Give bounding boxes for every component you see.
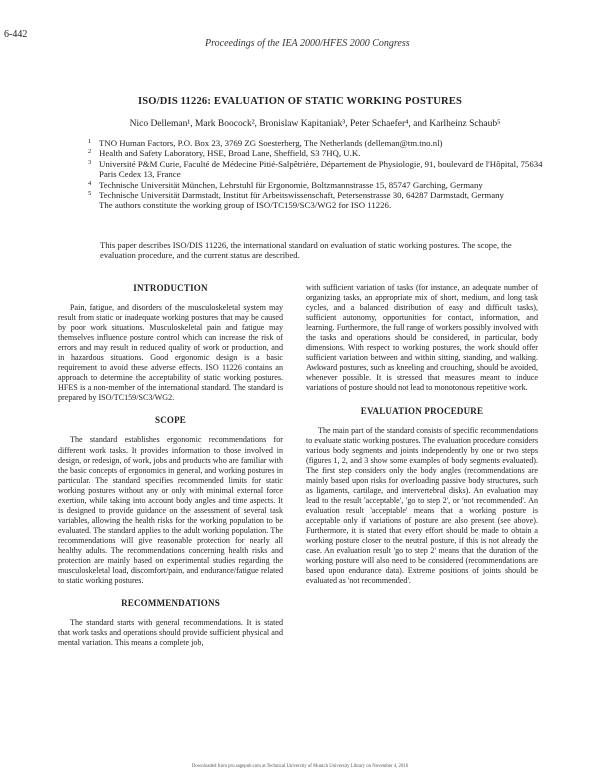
affiliation-item: 3 Université P&M Curie, Faculté de Médecine Pitié-Salpêtrière, Département de Physiologie, 91, boulevard de l'Hôpital, 75634 Paris Cedex 13, France — [88, 158, 543, 180]
abstract: This paper describes ISO/DIS 11226, the international standard on evaluation of static working postures. The scope, the evaluation procedure, and the current status are described. — [100, 240, 512, 261]
evaluation-text: The main part of the standard consists of specific recommendations to evaluate static working postures. The evaluation procedure considers various body segments and joints independently by one or two steps (figures 1, 2, and 3 show some examples of body segments evaluated). The first step considers only the body angles (recommendations are mainly based upon risks for overloading passive body structures, such as ligaments, cartilage, and intervertebral disks). An evaluation may lead to the result 'acceptable', 'go to step 2', or 'not recommended'. An evaluation result 'acceptable' means that a working posture is acceptable only if variations of posture are also present (see above). Furthermore, it is stated that every effort should be made to obtain a working posture closer to the neutral posture, if this is not already the case. An evaluation result 'go to step 2' means that the duration of the working posture will also need to be considered (recommendations are based upon endurance data). Extreme positions of joints should be evaluated as 'not recommended'. — [306, 425, 538, 586]
recommendations-heading: RECOMMENDATIONS — [121, 598, 220, 609]
right-column — [306, 283, 538, 586]
author-list: Nico Delleman¹, Mark Boocock², Bronislaw Kapitaniak³, Peter Schaefer⁴, and Karlheinz Schaub⁵ — [129, 119, 501, 129]
affiliation-note: The authors constitute the working group of ISO/TC159/SC3/WG2 for ISO 11226. — [99, 200, 392, 211]
introduction-text: Pain, fatigue, and disorders of the musculoskeletal system may result from static or inadequate working postures that may be caused by poor work situations. Musculoskeletal pain and fatigue may themselves influence posture control which can increase the risk of errors and may result in reduced quality of work or production, and in hazardous situations. Good ergonomic design is a basic requirement to avoid these adverse effects. ISO 11226 contains an approach to determine the acceptability of static working postures. HFES is a non-member of the international standard. The standard is prepared by ISO/TC159/SC3/WG2. — [58, 303, 283, 403]
affiliation-item: 1 TNO Human Factors, P.O. Box 23, 3769 ZG Soesterberg, The Netherlands (delleman@tm.tno.nl) — [88, 138, 443, 148]
introduction-heading: INTRODUCTION — [133, 283, 208, 293]
scope-heading: SCOPE — [154, 415, 186, 426]
page-number: 6-442 — [4, 29, 28, 40]
recommendations-text: The standard starts with general recommendations. It is stated that work tasks and operations should provide sufficient physical and mental variation. This means a complete job, — [58, 618, 283, 648]
proceedings-header: Proceedings of the IEA 2000/HFES 2000 Congress — [205, 38, 410, 49]
evaluation-heading: EVALUATION PROCEDURE — [360, 405, 484, 416]
download-footer: Downloaded from pro.sagepub.com at Technical University of Munich University Library on November 4, 2016 — [191, 764, 409, 769]
left-column — [58, 283, 283, 648]
affiliations — [88, 138, 548, 211]
scope-text: The standard establishes ergonomic recommendations for different work tasks. It provides information to those involved in design, or redesign, of work, jobs and products who are familiar with the basic concepts of ergonomics in general, and working postures in particular. The standard specifies recommended limits for static working postures without any or only with minimal external force exertion, while taking into account body angles and time aspects. It is designed to provide guidance on the assessment of several task variables, allowing the health risks for the working population to be evaluated. The standard applies to the adult working population. The recommendations will give reasonable protection for nearly all healthy adults. The recommendations concerning health risks and protection are mainly based on experimental studies regarding the musculoskeletal load, discomfort/pain, and endurance/fatigue related to static working postures. — [58, 435, 283, 586]
affiliation-item: 5 Technische Universität Darmstadt, Institut für Arbeitswissenschaft, Petersenstrasse 30, 64287 Darmstadt, Germany — [88, 190, 504, 201]
recommendations-continued-text: with sufficient variation of tasks (for instance, an adequate number of organizing tasks, an appropriate mix of short, medium, and long task cycles, and a balanced distribution of easy and difficult tasks), sufficient autonomy, opportunities for contact, information, and learning. Furthermore, the full range of workers possibly involved with the tasks and operations should be considered, in particular, body dimensions. With respect to working postures, the work should offer sufficient variation between and within sitting, standing, and walking. Awkward postures, such as kneeling and crouching, should be avoided, whenever possible. It is stressed that measures meant to induce variations of posture should not lead to monotonous repetitive work. — [306, 283, 538, 393]
affiliation-item: 4 Technische Universität München, Lehrstuhl für Ergonomie, Boltzmannstrasse 15, 85747 Garching, Germany — [88, 179, 483, 190]
paper-title: ISO/DIS 11226: EVALUATION OF STATIC WORKING POSTURES — [137, 96, 463, 107]
affiliation-item: 2 Health and Safety Laboratory, HSE, Broad Lane, Sheffield, S3 7HQ, U.K. — [88, 148, 361, 159]
